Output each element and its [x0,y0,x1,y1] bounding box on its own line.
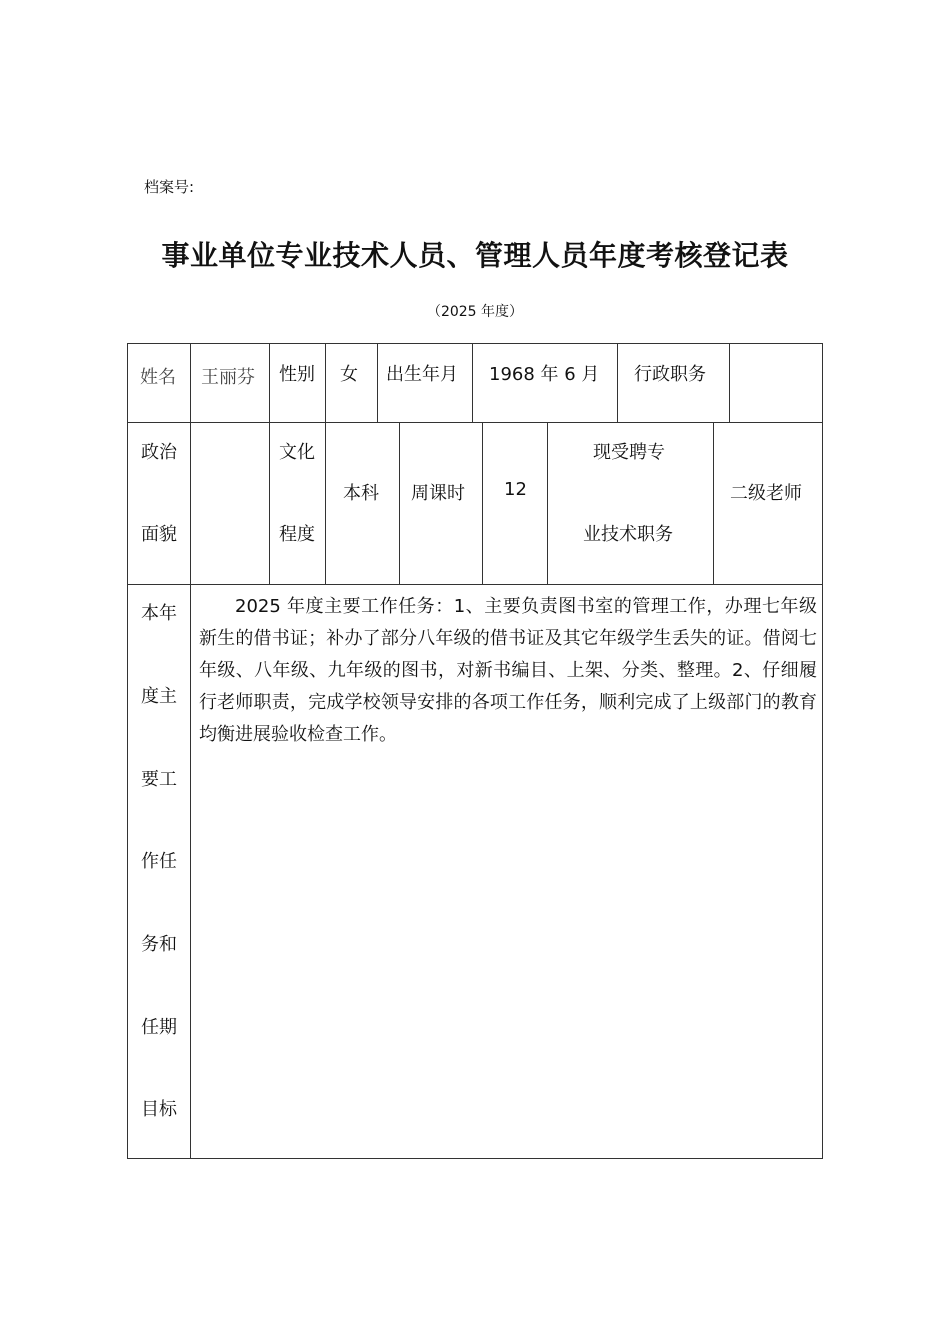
work-tasks-label-line6: 任期 [141,1017,177,1038]
work-tasks-label-cell [128,585,191,1158]
gender-label: 性别 [279,364,315,385]
weekly-hours-value-cell [483,423,548,585]
work-tasks-label-line2: 度主 [141,686,177,707]
work-tasks-label-line7: 目标 [141,1099,177,1120]
birth-label: 出生年月 [386,364,458,385]
name-label: 姓名 [140,367,176,388]
weekly-hours-label-cell [400,423,483,585]
gender-label-cell [270,344,326,423]
document-year: （2025 年度） [426,304,524,320]
admin-position-value-cell [730,344,822,423]
admin-position-label-cell [618,344,730,423]
professional-title-value-cell [714,423,822,585]
document-title: 事业单位专业技术人员、管理人员年度考核登记表 [161,239,789,272]
birth-label-cell [378,344,473,423]
name-value: 王丽芬 [201,367,255,388]
education-label-line1: 文化 [279,442,315,463]
professional-title-value: 二级老师 [730,483,802,504]
name-label-cell [128,344,191,423]
name-value-cell [191,344,270,423]
gender-value: 女 [340,364,358,385]
weekly-hours-label: 周课时 [411,483,465,504]
professional-title-label-line1: 现受聘专 [593,442,665,463]
work-tasks-label-line5: 务和 [141,934,177,955]
work-tasks-label-line4: 作任 [141,851,177,872]
education-value-cell [326,423,400,585]
birth-value-cell [473,344,618,423]
gender-value-cell [326,344,378,423]
weekly-hours-value: 12 [504,479,527,500]
education-value: 本科 [343,483,379,504]
education-label-cell [270,423,326,585]
work-tasks-label-line3: 要工 [141,769,177,790]
work-tasks-label-line1: 本年 [141,603,177,624]
political-label-line1: 政治 [141,442,177,463]
professional-title-label-cell [548,423,714,585]
work-tasks-content-cell [191,585,822,1158]
birth-value: 1968 年 6 月 [489,364,600,385]
political-label-line2: 面貌 [141,524,177,545]
education-label-line2: 程度 [279,524,315,545]
professional-title-label-line2: 业技术职务 [583,524,673,545]
admin-position-label: 行政职务 [634,364,706,385]
archive-number-label: 档案号: [144,178,195,196]
political-label-cell [128,423,191,585]
registration-form-table [127,343,823,1159]
work-tasks-content: 2025 年度主要工作任务：1、主要负责图书室的管理工作，办理七年级新生的借书证；补办了部分八年级的借书证及其它年级学生丢失的证。借阅七年级、八年级、九年级的图书，对新书编目、上架、分类、整理。2、仔细履行老师职责，完成学校领导安排的各项工作任务，顺利完成了上级部门的教育均衡进展验收检查工作。 [199,596,817,745]
political-value-cell [191,423,270,585]
